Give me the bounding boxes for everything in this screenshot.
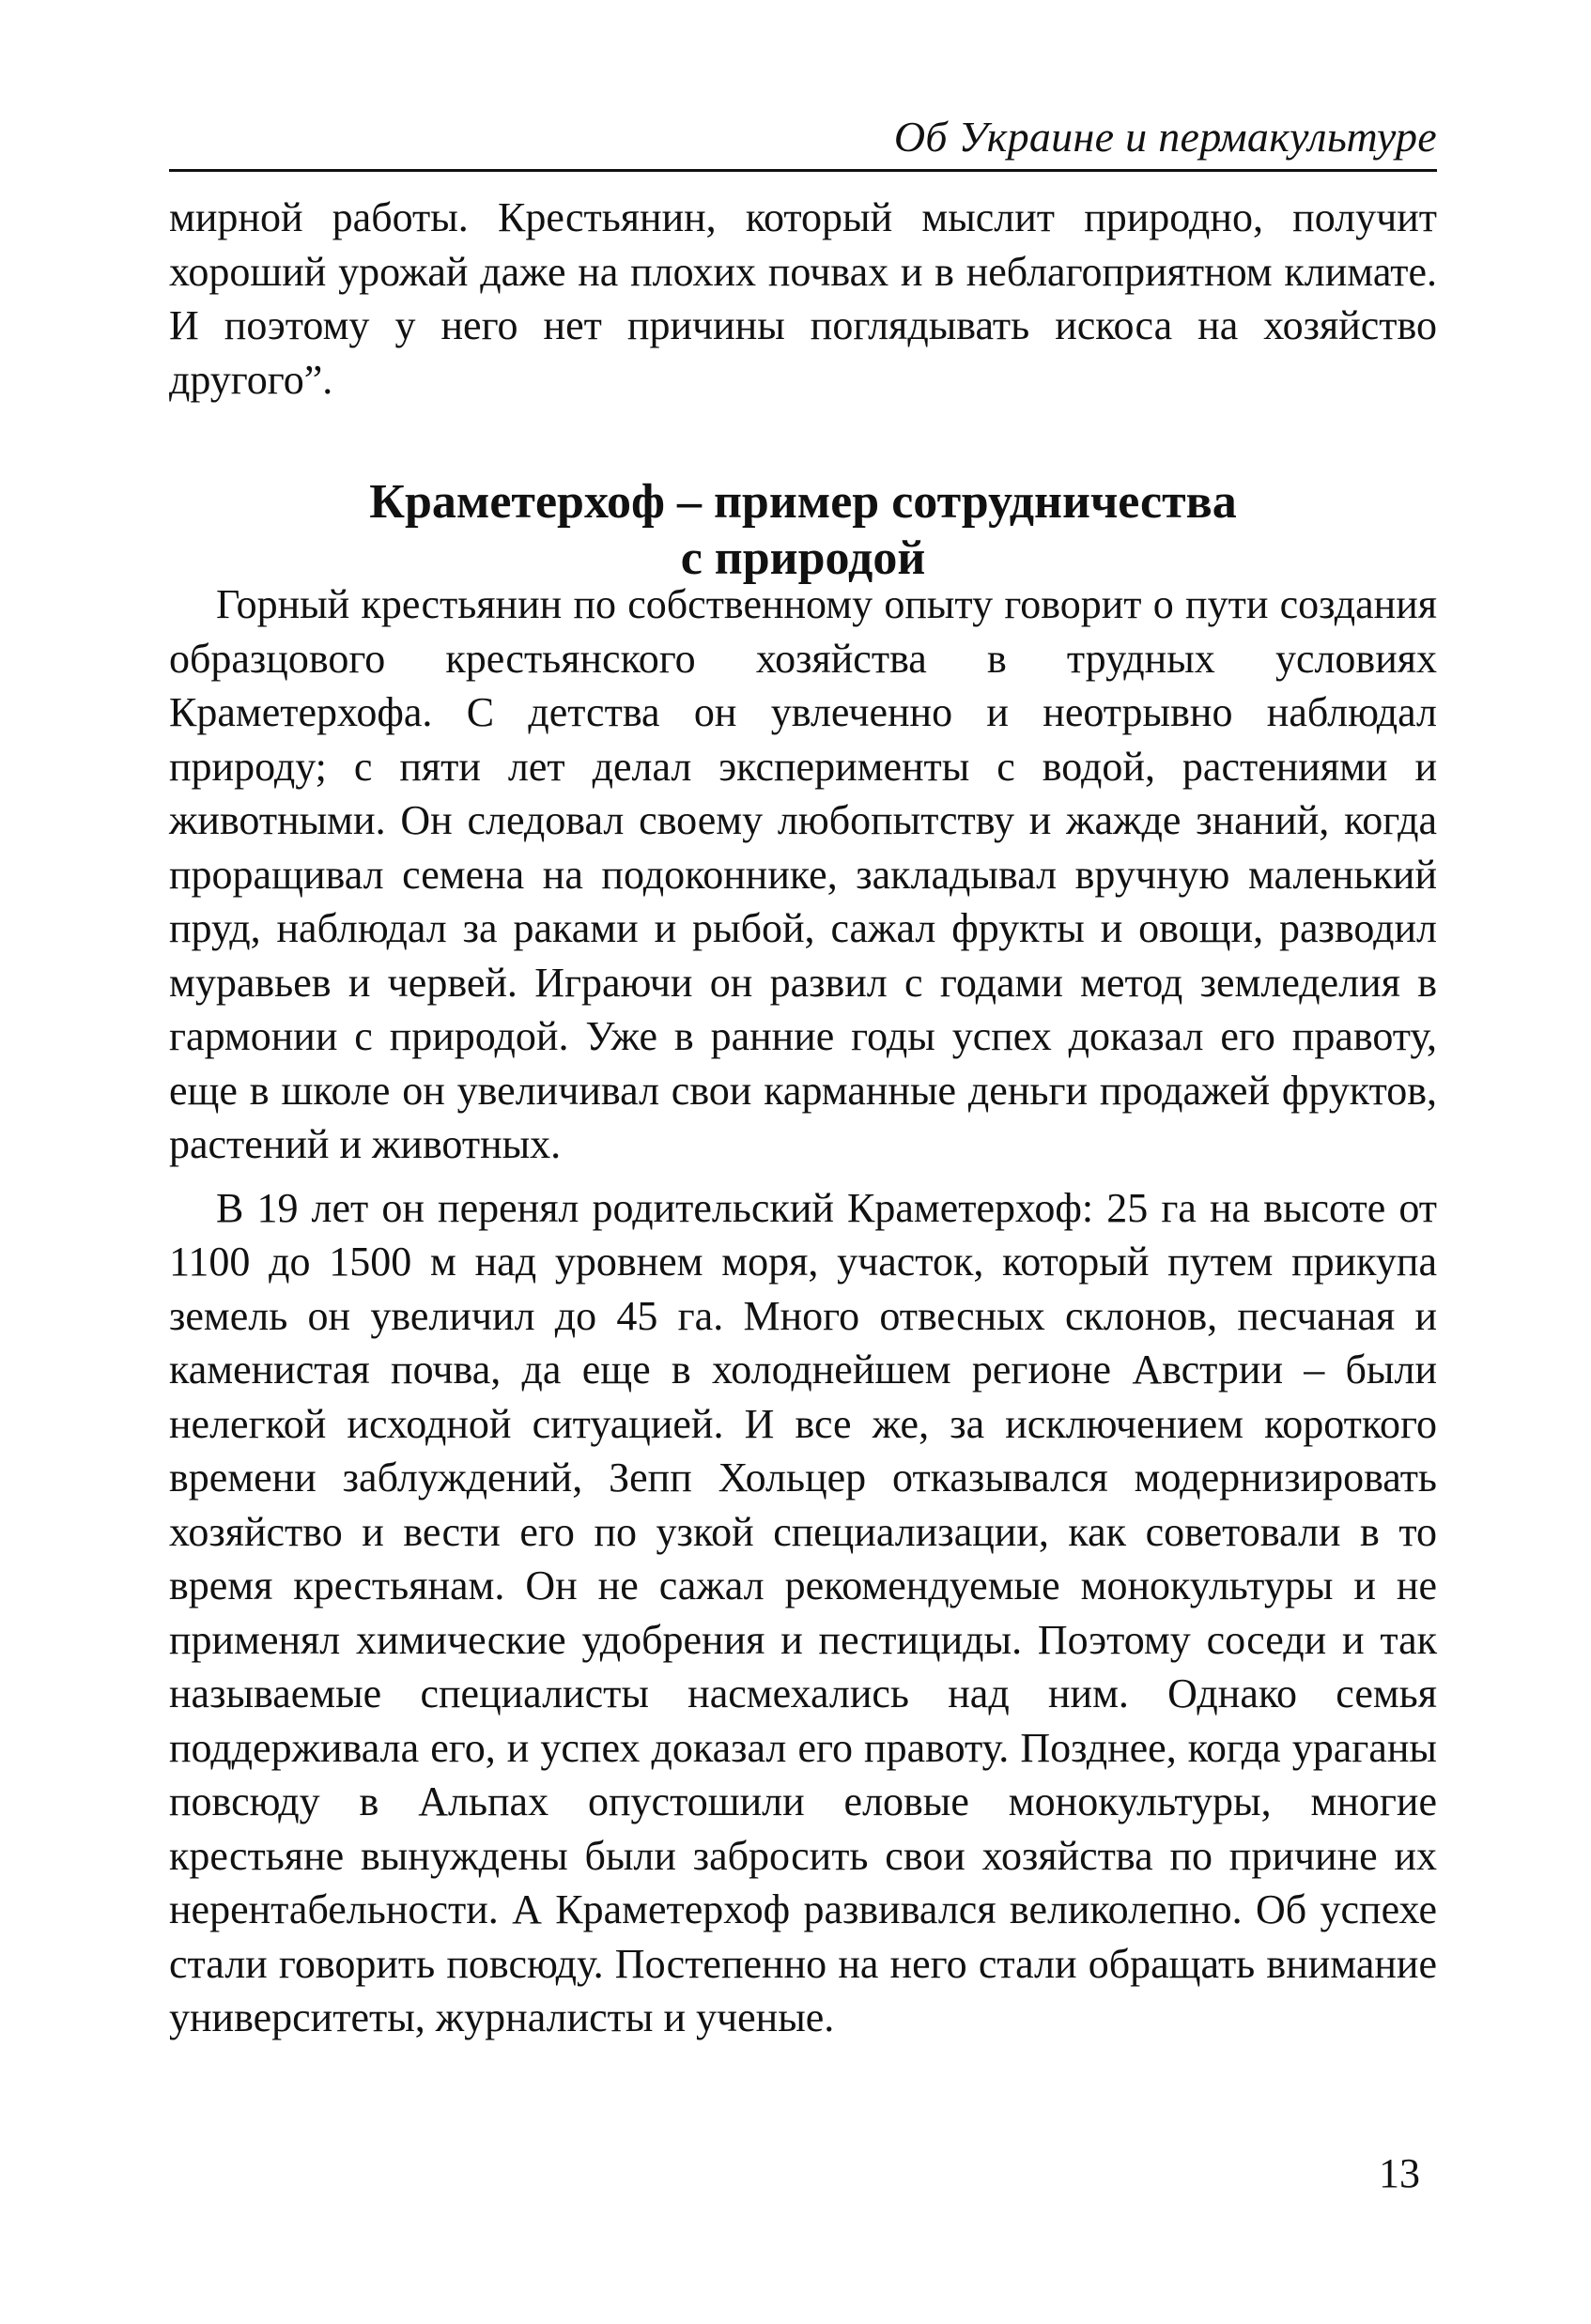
continuation-text bbox=[169, 191, 1437, 407]
paragraph-2: В 19 лет он перенял родительский Краметерхоф: 25 га на высоте от 1100 до 1500 м над уровнем моря, участок, который путем прикупа земель он увеличил до 45 га. Много отвесных склонов, песчаная и каменистая почва, да еще в холоднейшем регионе Австрии – были нелегкой исходной ситуацией. И все же, за исключением короткого времени заблуждений, Зепп Хольцер отказывался модернизировать хозяйство и вести его по узкой специализации, как советовали в то время крестьянам. Он не сажал рекомендуемые монокультуры и не применял химические удобрения и пестициды. Поэтому соседи и так называемые специалисты насмехались над ним. Однако семья поддерживала его, и успех доказал его правоту. Позднее, когда ураганы повсюду в Альпах опустошили еловые монокультуры, многие крестьяне вынуждены были забросить свои хозяйства по причине их нерентабельности. А Краметерхоф развивался великолепно. Об успехе стали говорить повсюду. Постепенно на него стали обращать внимание университеты, журналисты и ученые. bbox=[169, 1184, 1437, 2040]
running-header: Об Украине и пермакультуре bbox=[893, 113, 1437, 161]
continuation-paragraph: мирной работы. Крестьянин, который мыслит природно, получит хороший урожай даже на плохих почвах и в неблагоприятном климате. И поэтому у него нет причины поглядывать искоса на хозяйство другого”. bbox=[169, 194, 1437, 403]
section-title-line-2: с природой bbox=[680, 531, 926, 586]
page-number: 13 bbox=[1379, 2150, 1420, 2196]
section-title-line-1: Краметерхоф – пример сотрудничества bbox=[369, 475, 1237, 530]
paragraph-1: Горный крестьянин по собственному опыту говорит о пути создания образцового крестьянского хозяйства в трудных условиях Краметерхофа. С детства он увлеченно и неотрывно наблюдал природу; с пяти лет делал эксперименты с водой, растениями и животными. Он следовал своему любопытству и жажде знаний, когда проращивал семена на подоконнике, закладывал вручную маленький пруд, наблюдал за раками и рыбой, сажал фрукты и овощи, разводил муравьев и червей. Играючи он развил с годами метод земледелия в гармонии с природой. Уже в ранние годы успех доказал его правоту, еще в школе он увеличивал свои карманные деньги продажей фруктов, растений и животных. bbox=[169, 581, 1437, 1167]
body-text bbox=[169, 577, 1437, 2045]
section-title bbox=[169, 474, 1437, 587]
header-rule bbox=[169, 169, 1437, 172]
